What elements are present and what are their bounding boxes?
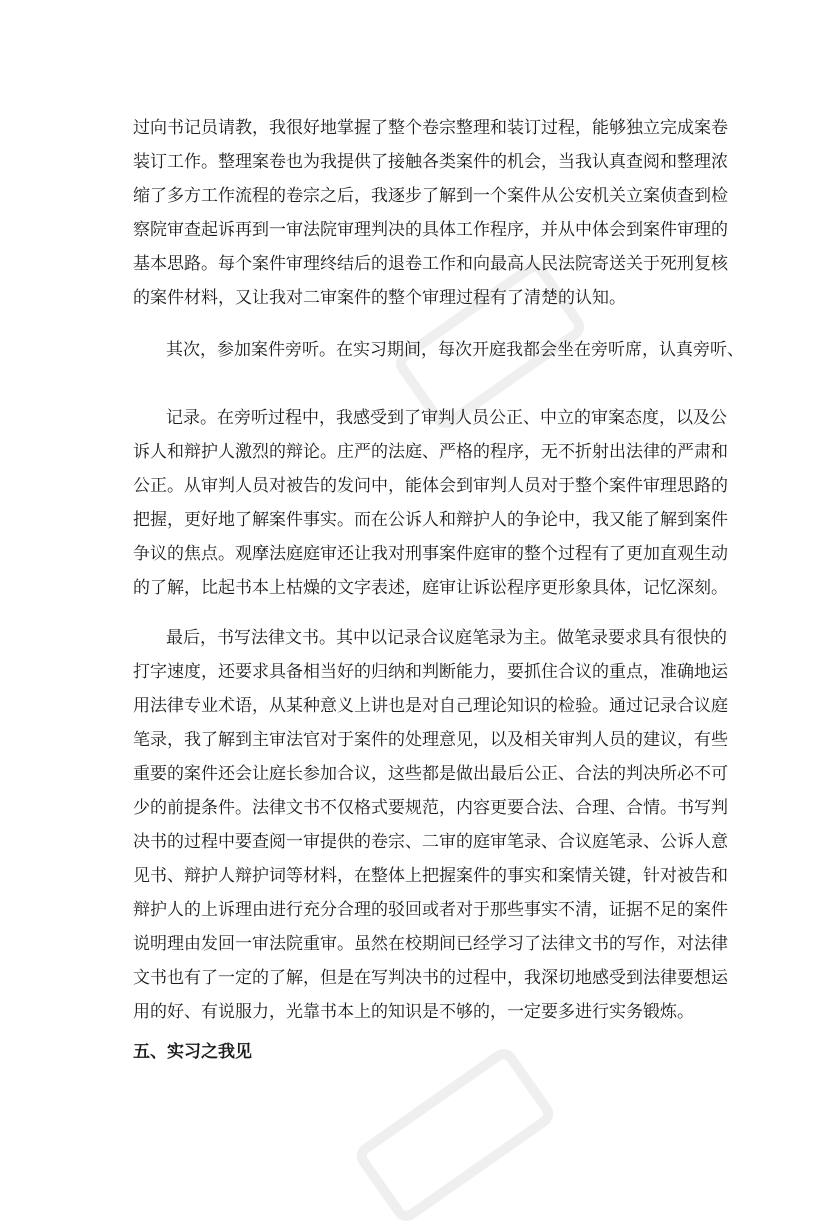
text-line: 重要的案件还会让庭长参加合议，这些都是做出最后公正、合法的判决所必不可 <box>133 764 728 784</box>
paragraph-2 <box>133 338 744 362</box>
text-line: 辩护人的上诉理由进行充分合理的驳回或者对于那些事实不清，证据不足的案件 <box>133 900 728 920</box>
text-line: 公正。从审判人员对被告的发问中，能体会到审判人员对于整个案件审理思路的 <box>133 476 728 496</box>
text-line: 缩了多方工作流程的卷宗之后，我逐步了解到一个案件从公安机关立案侦查到检 <box>133 186 728 206</box>
text-line: 把握，更好地了解案件事实。而在公诉人和辩护人的争论中，我又能了解到案件 <box>133 510 728 530</box>
paragraph-1 <box>133 116 728 308</box>
text-line: 其次，参加案件旁听。在实习期间，每次开庭我都会坐在旁听席，认真旁听、 <box>166 340 744 360</box>
text-line: 用的好、有说服力，光靠书本上的知识是不够的，一定要多进行实务锻炼。 <box>133 1002 694 1022</box>
text-line: 的了解，比起书本上枯燥的文字表述，庭审让诉讼程序更形象具体，记忆深刻。 <box>133 578 728 598</box>
text-line: 说明理由发回一审法院重审。虽然在校期间已经学习了法律文书的写作，对法律 <box>133 934 728 954</box>
text-line: 的案件材料，又让我对二审案件的整个审理过程有了清楚的认知。 <box>133 288 626 308</box>
text-line: 少的前提条件。法律文书不仅格式要规范，内容更要合法、合理、合情。书写判 <box>133 798 728 818</box>
paragraph-3 <box>133 406 728 598</box>
paragraph-4 <box>133 626 728 1026</box>
text-line: 记录。在旁听过程中，我感受到了审判人员公正、中立的审案态度，以及公 <box>166 408 727 428</box>
text-line: 装订工作。整理案卷也为我提供了接触各类案件的机会，当我认真查阅和整理浓 <box>133 152 728 172</box>
text-line: 最后，书写法律文书。其中以记录合议庭笔录为主。做笔录要求具有很快的 <box>166 628 727 648</box>
text-line: 见书、辩护人辩护词等材料，在整体上把握案件的事实和案情关键，针对被告和 <box>133 866 728 886</box>
section-heading: 五、实习之我见 <box>133 1042 252 1062</box>
text-line: 决书的过程中要查阅一审提供的卷宗、二审的庭审笔录、合议庭笔录、公诉人意 <box>133 832 728 852</box>
text-line: 文书也有了一定的了解，但是在写判决书的过程中，我深切地感受到法律要想运 <box>133 968 728 988</box>
text-line: 打字速度，还要求具备相当好的归纳和判断能力，要抓住合议的重点，准确地运 <box>133 662 728 682</box>
text-line: 过向书记员请教，我很好地掌握了整个卷宗整理和装订过程，能够独立完成案卷 <box>133 118 728 138</box>
text-line: 争议的焦点。观摩法庭庭审还让我对刑事案件庭审的整个过程有了更加直观生动 <box>133 544 728 564</box>
text-line: 笔录，我了解到主审法官对于案件的处理意见，以及相关审判人员的建议，有些 <box>133 730 728 750</box>
text-line: 基本思路。每个案件审理终结后的退卷工作和向最高人民法院寄送关于死刑复核 <box>133 254 728 274</box>
text-line: 用法律专业术语，从某种意义上讲也是对自己理论知识的检验。通过记录合议庭 <box>133 696 728 716</box>
text-line: 察院审查起诉再到一审法院审理判决的具体工作程序，并从中体会到案件审理的 <box>133 220 728 240</box>
text-line: 诉人和辩护人激烈的辩论。庄严的法庭、严格的程序，无不折射出法律的严肃和 <box>133 442 728 462</box>
